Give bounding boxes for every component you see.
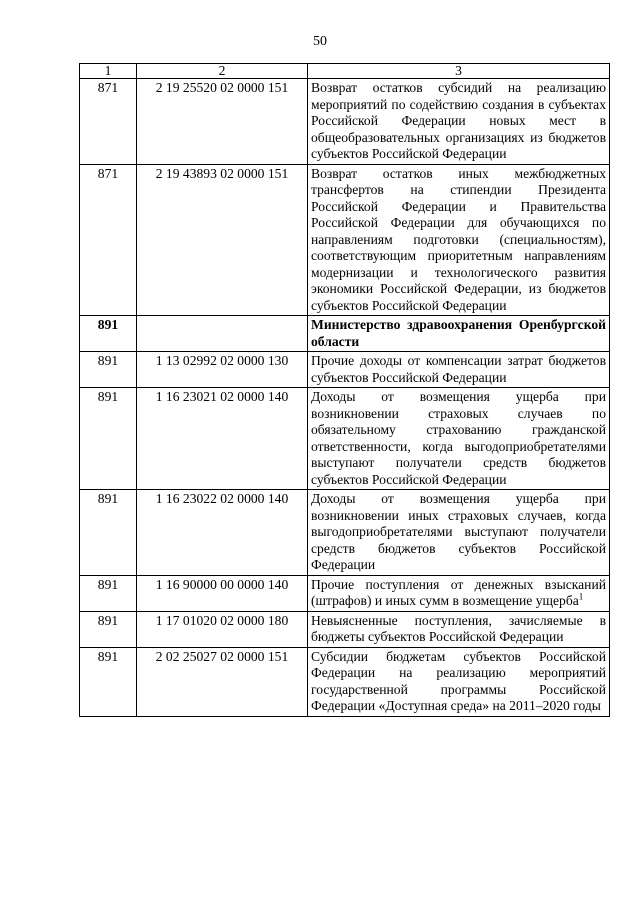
- revenue-name-text: Возврат остатков иных межбюджетных трансфертов на стипендии Президента Российской Федерации и Правительства Российской Федерации для обучающихся по направлениям подготовки (специальностям), соответствующим приоритетным направлениям модернизации и технологического развития экономики Российской Федерации, из бюджетов субъектов Российской Федерации: [311, 165, 606, 313]
- revenue-name-text: Доходы от возмещения ущерба при возникновении страховых случаев по обязательному страхованию гражданской ответственности, когда выгодоприобретателями выступают получатели средств бюджетов субъектов Российской Федерации: [311, 389, 606, 487]
- revenue-code-cell: 1 16 23022 02 0000 140: [137, 490, 308, 576]
- revenue-name-cell: [308, 575, 610, 611]
- revenue-code-cell: 1 16 23021 02 0000 140: [137, 388, 308, 490]
- table-row: [80, 388, 610, 490]
- admin-code-cell: 891: [80, 388, 137, 490]
- table-row: [80, 647, 610, 716]
- table-row: [80, 79, 610, 165]
- table-row: [80, 164, 610, 316]
- table-body: [80, 64, 610, 717]
- footnote-marker: 1: [578, 591, 584, 602]
- revenue-name-text: Невыясненные поступления, зачисляемые в бюджеты субъектов Российской Федерации: [311, 612, 606, 644]
- revenue-codes-table: [79, 63, 610, 717]
- revenue-name-cell: [308, 316, 610, 352]
- admin-code-cell: 891: [80, 575, 137, 611]
- revenue-name-cell: [308, 79, 610, 165]
- revenue-name-text: Возврат остатков субсидий на реализацию мероприятий по содействию создания в субъектах Российской Федерации новых мест в общеобразовательных организациях из бюджетов субъектов Российской Федерации: [311, 80, 606, 161]
- column-header-2: 2: [137, 64, 308, 79]
- revenue-name-cell: [308, 647, 610, 716]
- admin-code-cell: 891: [80, 647, 137, 716]
- column-header-3: 3: [308, 64, 610, 79]
- admin-code-cell: 891: [80, 490, 137, 576]
- admin-code-cell: 891: [80, 352, 137, 388]
- admin-code-cell: 891: [80, 316, 137, 352]
- revenue-name-text: Министерство здравоохранения Оренбургской области: [311, 317, 606, 349]
- revenue-code-cell: 1 16 90000 00 0000 140: [137, 575, 308, 611]
- revenue-name-cell: [308, 611, 610, 647]
- revenue-name-cell: [308, 352, 610, 388]
- revenue-code-cell: [137, 316, 308, 352]
- revenue-name-text: Прочие поступления от денежных взысканий (штрафов) и иных сумм в возмещение ущерба: [311, 576, 606, 608]
- revenue-name-cell: [308, 388, 610, 490]
- revenue-name-cell: [308, 490, 610, 576]
- admin-code-cell: 871: [80, 164, 137, 316]
- page-number: 50: [313, 34, 327, 49]
- table-row: [80, 611, 610, 647]
- revenue-code-cell: 2 02 25027 02 0000 151: [137, 647, 308, 716]
- revenue-name-text: Доходы от возмещения ущерба при возникновении иных страховых случаев, когда выгодоприобретателями выступают получатели средств бюджетов субъектов Российской Федерации: [311, 491, 606, 572]
- admin-code-cell: 871: [80, 79, 137, 165]
- revenue-code-cell: 2 19 25520 02 0000 151: [137, 79, 308, 165]
- revenue-code-cell: 1 13 02992 02 0000 130: [137, 352, 308, 388]
- table-header-row: [80, 64, 610, 79]
- revenue-code-cell: 1 17 01020 02 0000 180: [137, 611, 308, 647]
- table-row: [80, 490, 610, 576]
- revenue-code-cell: 2 19 43893 02 0000 151: [137, 164, 308, 316]
- table-row: [80, 316, 610, 352]
- admin-code-cell: 891: [80, 611, 137, 647]
- column-header-1: 1: [80, 64, 137, 79]
- revenue-name-text: Прочие доходы от компенсации затрат бюджетов субъектов Российской Федерации: [311, 353, 606, 385]
- table-row: [80, 575, 610, 611]
- table-row: [80, 352, 610, 388]
- revenue-name-text: Субсидии бюджетам субъектов Российской Федерации на реализацию мероприятий государственной программы Российской Федерации «Доступная среда» на 2011–2020 годы: [311, 648, 606, 713]
- revenue-name-cell: [308, 164, 610, 316]
